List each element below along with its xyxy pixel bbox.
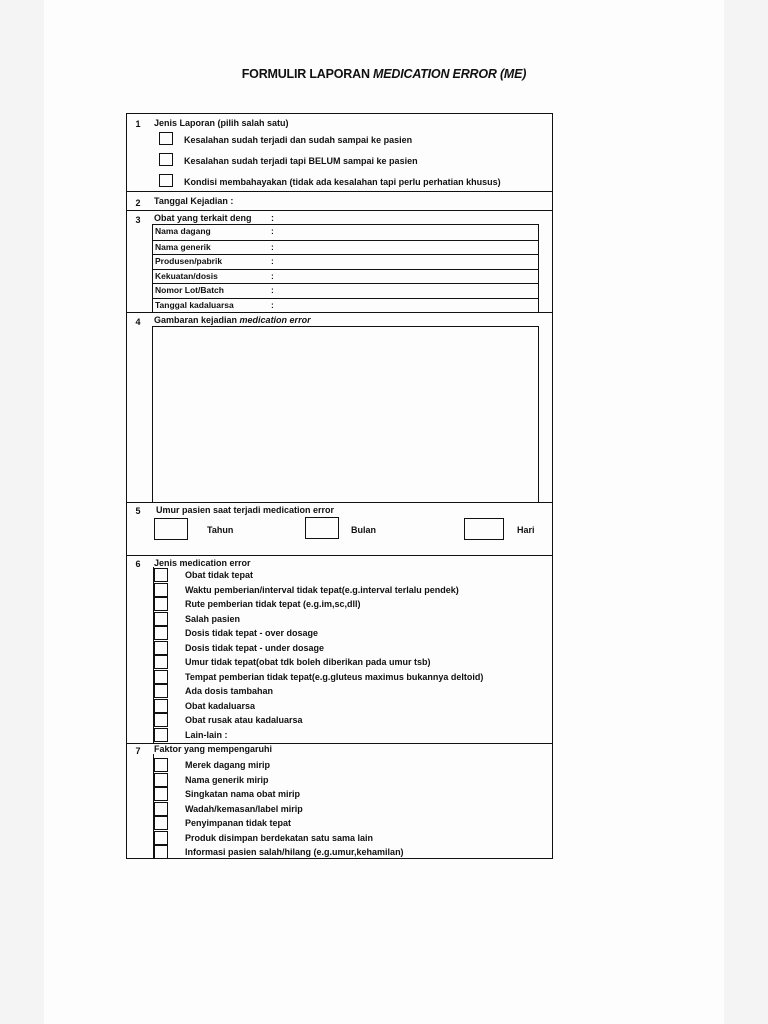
report-type-option-3: Kondisi membahayakan (tidak ada kesalahan tapi perlu perhatian khusus) — [184, 177, 501, 187]
error-type-checkbox[interactable] — [154, 684, 168, 698]
error-type-option: Tempat pemberian tidak tepat(e.g.gluteus maximus bukannya deltoid) — [185, 671, 484, 682]
drug-info-label: Produsen/pabrik — [155, 256, 223, 267]
error-type-option: Waktu pemberian/interval tidak tepat(e.g.interval terlalu pendek) — [185, 584, 459, 595]
contributing-factor-checkbox[interactable] — [154, 802, 168, 816]
contributing-factors-label: Faktor yang mempengaruhi — [154, 744, 273, 754]
report-type-checkbox-1[interactable] — [159, 132, 173, 145]
error-type-checkbox[interactable] — [154, 568, 168, 582]
related-drug-label: Obat yang terkait deng — [154, 213, 252, 223]
drug-info-colon: : — [271, 226, 274, 236]
section-divider — [127, 191, 552, 192]
error-type-checkbox[interactable] — [154, 612, 168, 626]
age-months-input[interactable] — [305, 517, 339, 539]
section-divider — [127, 312, 552, 313]
drug-info-colon: : — [271, 285, 274, 296]
error-type-option: Obat tidak tepat — [185, 570, 254, 580]
error-type-checkbox[interactable] — [154, 597, 168, 611]
drug-info-row[interactable] — [153, 240, 538, 256]
incident-description-italic: medication error — [239, 315, 311, 325]
patient-age-label: Umur pasien saat terjadi medication error — [156, 505, 335, 515]
incident-description-text: Gambaran kejadian — [154, 315, 240, 325]
contributing-factor-option: Singkatan nama obat mirip — [185, 789, 301, 799]
drug-info-label: Nomor Lot/Batch — [155, 285, 224, 296]
error-type-option: Obat kadaluarsa — [185, 700, 256, 711]
drug-info-label: Nama generik — [155, 241, 211, 252]
section-6-number: 6 — [135, 559, 141, 569]
error-type-checkbox[interactable] — [154, 670, 168, 684]
drug-info-colon: : — [271, 241, 274, 252]
error-type-checkbox[interactable] — [154, 583, 168, 597]
drug-info-row[interactable] — [153, 283, 538, 299]
section-1-number: 1 — [135, 119, 141, 129]
section-divider — [127, 502, 552, 503]
contributing-factor-checkbox[interactable] — [154, 816, 168, 830]
contributing-factor-option: Wadah/kemasan/label mirip — [185, 803, 303, 814]
form-title — [0, 67, 768, 81]
error-type-checkbox[interactable] — [154, 713, 168, 727]
drug-info-colon: : — [271, 300, 274, 310]
related-drug-colon: : — [271, 213, 274, 223]
drug-info-colon: : — [271, 270, 274, 281]
age-years-input[interactable] — [154, 518, 188, 540]
report-form — [126, 113, 553, 859]
error-type-label: Jenis medication error — [154, 558, 251, 568]
contributing-factor-checkbox[interactable] — [154, 773, 168, 787]
drug-info-colon: : — [271, 256, 274, 267]
error-type-option: Lain-lain : — [185, 729, 228, 740]
error-type-option: Dosis tidak tepat - under dosage — [185, 642, 325, 653]
error-type-option: Ada dosis tambahan — [185, 686, 274, 696]
report-type-option-2: Kesalahan sudah terjadi tapi BELUM sampai ke pasien — [184, 156, 418, 166]
form-title-italic: MEDICATION ERROR (ME) — [373, 67, 527, 81]
drug-info-label: Nama dagang — [155, 226, 211, 236]
error-type-checkbox[interactable] — [154, 626, 168, 640]
section-5-number: 5 — [135, 506, 141, 516]
section-2-number: 2 — [135, 198, 141, 208]
error-type-option: Obat rusak atau kadaluarsa — [185, 715, 303, 725]
contributing-factor-option: Produk disimpan berdekatan satu sama lain — [185, 832, 374, 843]
section-1-label: Jenis Laporan (pilih salah satu) — [154, 118, 289, 128]
contributing-factor-option: Merek dagang mirip — [185, 760, 271, 770]
report-type-option-1: Kesalahan sudah terjadi dan sudah sampai ke pasien — [184, 135, 413, 145]
error-type-checkbox[interactable] — [154, 655, 168, 669]
contributing-factor-option: Nama generik mirip — [185, 774, 269, 785]
contributing-factor-checkbox[interactable] — [154, 831, 168, 845]
contributing-factor-checkbox[interactable] — [154, 758, 168, 772]
drug-info-row[interactable] — [153, 254, 538, 270]
drug-info-row[interactable] — [153, 269, 538, 285]
drug-info-table — [152, 224, 539, 312]
drug-info-label: Tanggal kadaluarsa — [155, 300, 234, 310]
contributing-factor-option: Penyimpanan tidak tepat — [185, 818, 292, 828]
report-type-checkbox-2[interactable] — [159, 153, 173, 166]
drug-info-row[interactable] — [153, 225, 538, 240]
error-type-option: Salah pasien — [185, 613, 241, 624]
drug-info-label: Kekuatan/dosis — [155, 270, 218, 281]
incident-description-box[interactable] — [152, 326, 539, 502]
section-3-number: 3 — [135, 215, 141, 225]
incident-date-label: Tanggal Kejadian : — [154, 196, 234, 206]
error-type-option: Umur tidak tepat(obat tdk boleh diberikan pada umur tsb) — [185, 657, 431, 667]
age-years-unit: Tahun — [207, 525, 234, 535]
age-days-input[interactable] — [464, 518, 504, 540]
contributing-factor-option: Informasi pasien salah/hilang (e.g.umur,kehamilan) — [185, 847, 404, 857]
section-divider — [127, 210, 552, 211]
age-months-unit: Bulan — [351, 525, 377, 535]
section-7-number: 7 — [135, 746, 141, 756]
contributing-factor-checkbox[interactable] — [154, 787, 168, 801]
section-divider — [127, 555, 552, 556]
form-title-text: FORMULIR LAPORAN — [241, 67, 374, 81]
error-type-option: Dosis tidak tepat - over dosage — [185, 628, 319, 638]
error-type-checkbox[interactable] — [154, 699, 168, 713]
error-type-checkbox[interactable] — [154, 641, 168, 655]
incident-description-label — [154, 315, 311, 325]
age-days-unit: Hari — [517, 525, 535, 535]
error-type-option: Rute pemberian tidak tepat (e.g.im,sc,dll) — [185, 599, 361, 609]
error-type-checkbox[interactable] — [154, 728, 168, 742]
report-type-checkbox-3[interactable] — [159, 174, 173, 187]
section-4-number: 4 — [135, 317, 141, 327]
contributing-factor-checkbox[interactable] — [154, 845, 168, 859]
